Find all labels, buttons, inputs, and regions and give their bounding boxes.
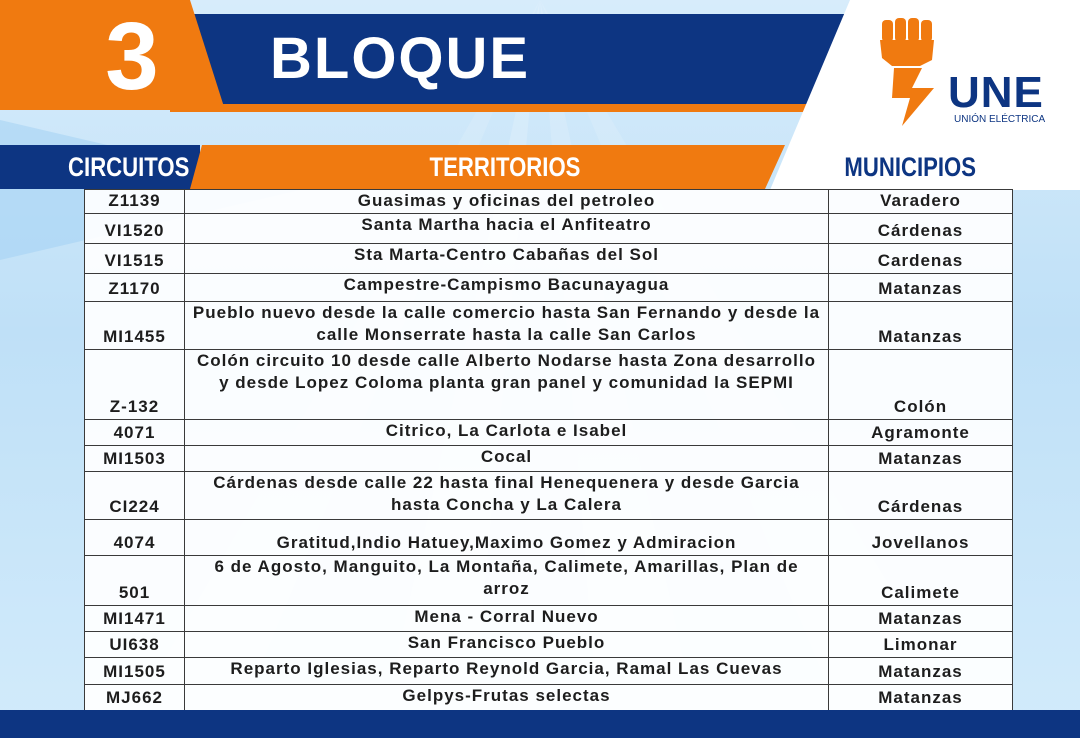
- territory-cell: San Francisco Pueblo: [185, 632, 829, 658]
- municipality-cell: Cárdenas: [829, 214, 1013, 244]
- territory-cell: Gelpys-Frutas selectas: [185, 685, 829, 711]
- municipality-cell: Jovellanos: [829, 520, 1013, 556]
- table-row: [85, 350, 1013, 420]
- municipality-cell: Matanzas: [829, 658, 1013, 685]
- municipality-cell: Matanzas: [829, 685, 1013, 711]
- municipality-cell: Calimete: [829, 556, 1013, 606]
- municipality-cell: Cárdenas: [829, 472, 1013, 520]
- territory-cell: Cárdenas desde calle 22 hasta final Henequenera y desde Garcia hasta Concha y La Calera: [185, 472, 829, 520]
- table-row: [85, 302, 1013, 350]
- circuit-cell: MI1503: [85, 446, 185, 472]
- municipality-cell: Matanzas: [829, 446, 1013, 472]
- territory-cell: Colón circuito 10 desde calle Alberto Nodarse hasta Zona desarrollo y desde Lopez Coloma planta gran panel y comunidad la SEPMI: [185, 350, 829, 420]
- circuit-cell: Z1170: [85, 274, 185, 302]
- territory-cell: Citrico, La Carlota e Isabel: [185, 420, 829, 446]
- circuit-cell: Z-132: [85, 350, 185, 420]
- municipality-cell: Agramonte: [829, 420, 1013, 446]
- circuit-cell: CI224: [85, 472, 185, 520]
- table-row: [85, 658, 1013, 685]
- municipality-cell: Matanzas: [829, 302, 1013, 350]
- table-row: [85, 685, 1013, 711]
- table-row: [85, 472, 1013, 520]
- table-row: [85, 446, 1013, 472]
- table-row: [85, 520, 1013, 556]
- circuit-cell: 4074: [85, 520, 185, 556]
- territory-cell: Reparto Iglesias, Reparto Reynold Garcia, Ramal Las Cuevas: [185, 658, 829, 685]
- circuit-cell: MJ662: [85, 685, 185, 711]
- municipality-cell: Limonar: [829, 632, 1013, 658]
- table-row: [85, 190, 1013, 214]
- column-header-circuits: CIRCUITOS: [68, 152, 190, 182]
- municipality-cell: Matanzas: [829, 606, 1013, 632]
- table-row: [85, 606, 1013, 632]
- footer-band: [0, 710, 1080, 738]
- territory-cell: Cocal: [185, 446, 829, 472]
- circuit-cell: MI1471: [85, 606, 185, 632]
- circuit-cell: VI1520: [85, 214, 185, 244]
- municipality-cell: Varadero: [829, 190, 1013, 214]
- territory-cell: Santa Martha hacia el Anfiteatro: [185, 214, 829, 244]
- table-row: [85, 632, 1013, 658]
- outage-table: [84, 189, 1013, 711]
- territory-cell: Sta Marta-Centro Cabañas del Sol: [185, 244, 829, 274]
- circuit-cell: VI1515: [85, 244, 185, 274]
- column-header-municipalities: MUNICIPIOS: [844, 152, 977, 182]
- territory-cell: Guasimas y oficinas del petroleo: [185, 190, 829, 214]
- territory-cell: Pueblo nuevo desde la calle comercio hasta San Fernando y desde la calle Monserrate hasta la calle San Carlos: [185, 302, 829, 350]
- circuit-cell: MI1455: [85, 302, 185, 350]
- column-header-territories: TERRITORIOS: [429, 152, 581, 182]
- table-row: [85, 420, 1013, 446]
- logo-subtitle: UNIÓN ELÉCTRICA: [954, 114, 1046, 125]
- header-orange-stripe: [170, 104, 810, 112]
- table-row: [85, 244, 1013, 274]
- table-row: [85, 556, 1013, 606]
- block-number: 3: [105, 3, 159, 110]
- circuit-cell: UI638: [85, 632, 185, 658]
- circuit-cell: 4071: [85, 420, 185, 446]
- block-title: BLOQUE: [270, 26, 531, 91]
- logo-text: UNE: [948, 68, 1044, 117]
- circuit-cell: 501: [85, 556, 185, 606]
- circuit-cell: MI1505: [85, 658, 185, 685]
- municipality-cell: Cardenas: [829, 244, 1013, 274]
- municipality-cell: Matanzas: [829, 274, 1013, 302]
- circuit-cell: Z1139: [85, 190, 185, 214]
- table-row: [85, 214, 1013, 244]
- municipality-cell: Colón: [829, 350, 1013, 420]
- table-row: [85, 274, 1013, 302]
- territory-cell: 6 de Agosto, Manguito, La Montaña, Calimete, Amarillas, Plan de arroz: [185, 556, 829, 606]
- territory-cell: Mena - Corral Nuevo: [185, 606, 829, 632]
- territory-cell: Campestre-Campismo Bacunayagua: [185, 274, 829, 302]
- territory-cell: Gratitud,Indio Hatuey,Maximo Gomez y Admiracion: [185, 520, 829, 556]
